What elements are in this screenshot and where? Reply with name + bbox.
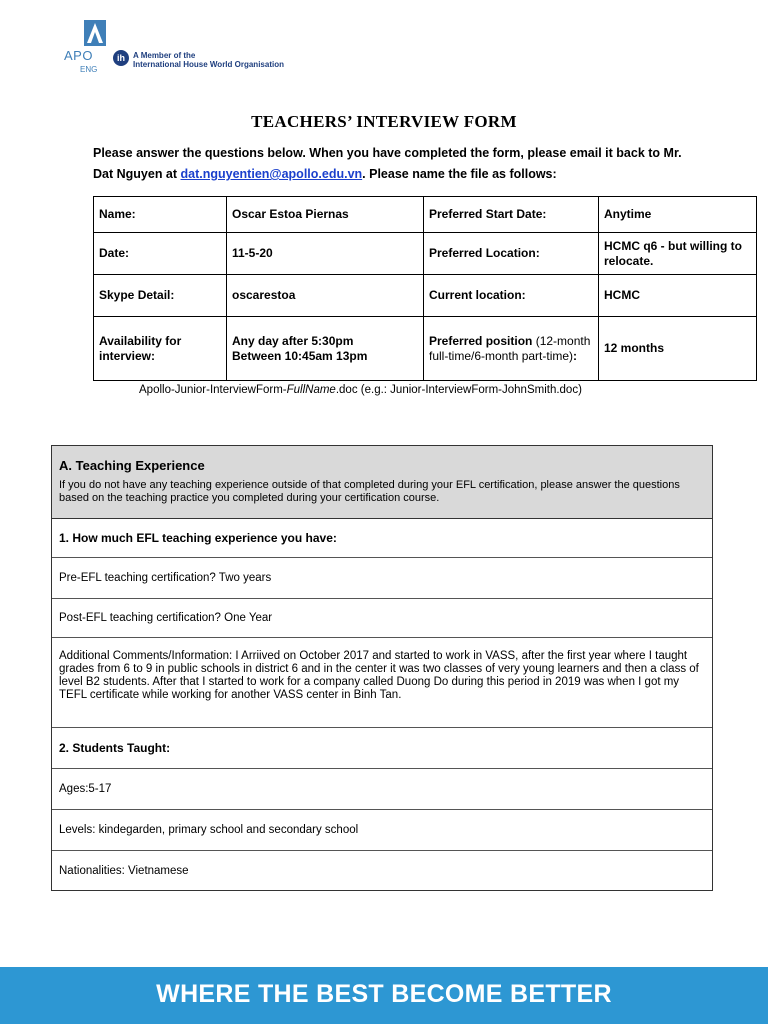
label-name: Name: <box>94 197 227 233</box>
footer-banner <box>0 967 768 1024</box>
candidate-info-table <box>93 196 757 381</box>
value-name: Oscar Estoa Piernas <box>227 197 424 233</box>
header-logo <box>62 20 322 80</box>
label-start-date: Preferred Start Date: <box>424 197 599 233</box>
email-link[interactable]: dat.nguyentien@apollo.edu.vn <box>180 167 363 181</box>
ih-logo-icon: ih <box>113 50 129 66</box>
answer-pre-efl: Pre-EFL teaching certification? Two years <box>52 558 712 599</box>
form-title: TEACHERS’ INTERVIEW FORM <box>251 112 517 131</box>
answer-levels: Levels: kindegarden, primary school and secondary school <box>52 810 712 851</box>
answer-ages: Ages:5-17 <box>52 769 712 810</box>
table-row <box>94 197 757 233</box>
label-current-location: Current location: <box>424 275 599 317</box>
apollo-logo-icon <box>84 20 106 46</box>
form-instructions: Please answer the questions below. When you have completed the form, please email it back to Mr. Dat Nguyen at dat.nguyentien@apollo.edu.vn. Please name the file as follows: <box>93 146 682 181</box>
table-row <box>94 275 757 317</box>
value-preferred-location: HCMC q6 - but willing to relocate. <box>599 233 757 275</box>
section-description: If you do not have any teaching experience outside of that completed during your EFL certification, please answer the questions based on the teaching practice you completed during your certification course. <box>59 479 680 504</box>
footer-slogan: WHERE THE BEST BECOME BETTER <box>156 980 612 1008</box>
label-preferred-position: Preferred position (12-month full-time/6-month part-time): <box>424 317 599 381</box>
label-availability: Availability for interview: <box>94 317 227 381</box>
label-skype: Skype Detail: <box>94 275 227 317</box>
label-date: Date: <box>94 233 227 275</box>
ih-member-text: A Member of the International House World Organisation <box>133 51 284 69</box>
question-2: 2. Students Taught: <box>52 728 712 769</box>
filename-format-note: Apollo-Junior-InterviewForm-FullName.doc (e.g.: Junior-InterviewForm-JohnSmith.doc) <box>139 384 582 396</box>
value-current-location: HCMC <box>599 275 757 317</box>
value-preferred-position: 12 months <box>599 317 757 381</box>
section-header <box>52 446 712 519</box>
answer-nationalities: Nationalities: Vietnamese <box>59 864 189 877</box>
value-availability: Any day after 5:30pm Between 10:45am 13pm <box>227 317 424 381</box>
value-date: 11-5-20 <box>227 233 424 275</box>
question-1: 1. How much EFL teaching experience you have: <box>52 519 712 558</box>
answer-additional-comments: Additional Comments/Information: I Arriived on October 2017 and started to work in VASS, after the first year where I taught grades from 6 to 9 in public schools in district 6 and in the center it was two classes of very young learners and then a class of level B2 students. After that I started to work for a company called Duong Do during this period in 2019 was when I got my TEFL certificate while working for another VASS center in Binh Tan. <box>52 638 712 728</box>
section-title: A. Teaching Experience <box>59 458 205 473</box>
section-teaching-experience <box>51 445 713 891</box>
label-preferred-location: Preferred Location: <box>424 233 599 275</box>
value-skype: oscarestoa <box>227 275 424 317</box>
logo-text-apo: APO <box>64 48 93 63</box>
value-start-date: Anytime <box>599 197 757 233</box>
answer-post-efl: Post-EFL teaching certification? One Year <box>52 599 712 638</box>
logo-text-eng: ENG <box>80 65 98 74</box>
table-row <box>94 317 757 381</box>
table-row <box>94 233 757 275</box>
